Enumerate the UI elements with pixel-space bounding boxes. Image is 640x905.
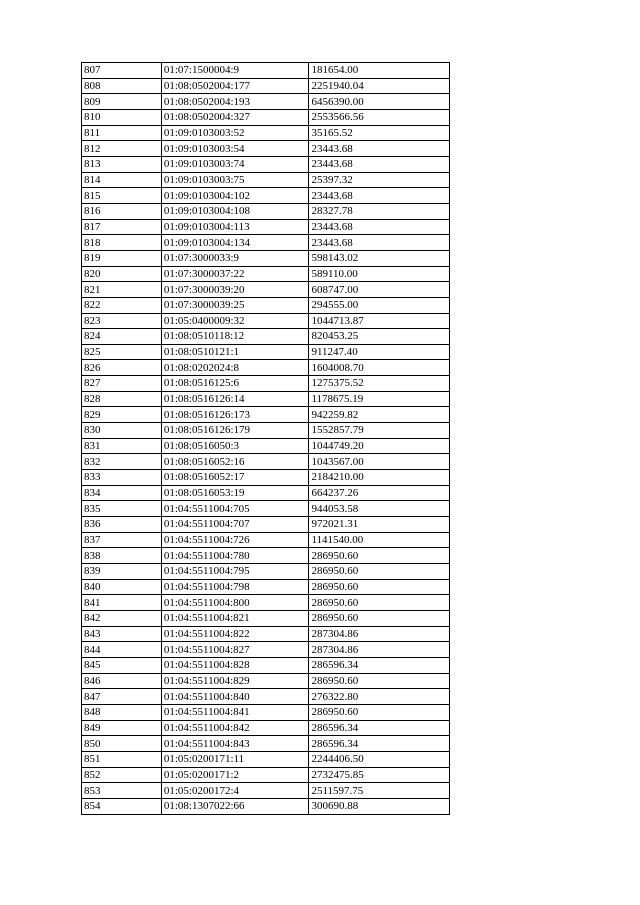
cadastral-number-cell: 01:08:0516050:3 <box>161 438 309 454</box>
cadastral-number-cell: 01:08:0516126:14 <box>161 391 309 407</box>
value-cell: 25397.32 <box>309 172 450 188</box>
table-row <box>82 344 450 360</box>
value-cell: 286596.34 <box>309 736 450 752</box>
value-cell: 23443.68 <box>309 141 450 157</box>
cadastral-number-cell: 01:07:3000033:9 <box>161 250 309 266</box>
row-number-cell: 836 <box>82 517 162 533</box>
cadastral-number-cell: 01:07:3000037:22 <box>161 266 309 282</box>
table-row <box>82 376 450 392</box>
cadastral-number-cell: 01:04:5511004:800 <box>161 595 309 611</box>
value-cell: 972021.31 <box>309 517 450 533</box>
cadastral-number-cell: 01:08:0502004:327 <box>161 109 309 125</box>
table-row <box>82 642 450 658</box>
value-cell: 286950.60 <box>309 579 450 595</box>
cadastral-number-cell: 01:08:0510121:1 <box>161 344 309 360</box>
row-number-cell: 814 <box>82 172 162 188</box>
value-cell: 35165.52 <box>309 125 450 141</box>
row-number-cell: 848 <box>82 704 162 720</box>
cadastral-number-cell: 01:08:0502004:193 <box>161 94 309 110</box>
value-cell: 942259.82 <box>309 407 450 423</box>
cadastral-number-cell: 01:09:0103004:102 <box>161 188 309 204</box>
value-cell: 1552857.79 <box>309 423 450 439</box>
value-cell: 300690.88 <box>309 798 450 814</box>
table-row <box>82 172 450 188</box>
cadastral-number-cell: 01:04:5511004:827 <box>161 642 309 658</box>
value-cell: 1178675.19 <box>309 391 450 407</box>
row-number-cell: 818 <box>82 235 162 251</box>
table-row <box>82 329 450 345</box>
table-row <box>82 407 450 423</box>
row-number-cell: 847 <box>82 689 162 705</box>
cadastral-number-cell: 01:07:3000039:25 <box>161 297 309 313</box>
table-row <box>82 391 450 407</box>
cadastral-number-cell: 01:08:0516126:173 <box>161 407 309 423</box>
value-cell: 286950.60 <box>309 673 450 689</box>
cadastral-number-cell: 01:04:5511004:822 <box>161 626 309 642</box>
row-number-cell: 841 <box>82 595 162 611</box>
value-cell: 286596.34 <box>309 657 450 673</box>
cadastral-number-cell: 01:04:5511004:795 <box>161 564 309 580</box>
value-cell: 664237.26 <box>309 485 450 501</box>
table-row <box>82 156 450 172</box>
cadastral-number-cell: 01:04:5511004:828 <box>161 657 309 673</box>
row-number-cell: 837 <box>82 532 162 548</box>
value-cell: 287304.86 <box>309 642 450 658</box>
row-number-cell: 851 <box>82 751 162 767</box>
value-cell: 287304.86 <box>309 626 450 642</box>
table-row <box>82 125 450 141</box>
table-row <box>82 532 450 548</box>
row-number-cell: 815 <box>82 188 162 204</box>
table-row <box>82 564 450 580</box>
cadastral-number-cell: 01:05:0200171:11 <box>161 751 309 767</box>
row-number-cell: 822 <box>82 297 162 313</box>
value-cell: 23443.68 <box>309 156 450 172</box>
cadastral-number-cell: 01:08:0516126:179 <box>161 423 309 439</box>
table-row <box>82 313 450 329</box>
value-cell: 2511597.75 <box>309 783 450 799</box>
row-number-cell: 835 <box>82 501 162 517</box>
value-cell: 286950.60 <box>309 610 450 626</box>
cadastral-number-cell: 01:04:5511004:798 <box>161 579 309 595</box>
cadastral-number-cell: 01:08:0502004:177 <box>161 78 309 94</box>
value-cell: 286950.60 <box>309 595 450 611</box>
table-row <box>82 595 450 611</box>
cadastral-number-cell: 01:09:0103004:113 <box>161 219 309 235</box>
table-row <box>82 720 450 736</box>
cadastral-number-cell: 01:04:5511004:821 <box>161 610 309 626</box>
value-cell: 276322.80 <box>309 689 450 705</box>
table-row <box>82 78 450 94</box>
value-cell: 2553566.56 <box>309 109 450 125</box>
table-row <box>82 704 450 720</box>
cadastral-number-cell: 01:07:3000039:20 <box>161 282 309 298</box>
table-row <box>82 736 450 752</box>
row-number-cell: 854 <box>82 798 162 814</box>
table-row <box>82 250 450 266</box>
value-cell: 23443.68 <box>309 219 450 235</box>
row-number-cell: 807 <box>82 63 162 79</box>
table-row <box>82 485 450 501</box>
row-number-cell: 808 <box>82 78 162 94</box>
row-number-cell: 819 <box>82 250 162 266</box>
table-row <box>82 297 450 313</box>
row-number-cell: 849 <box>82 720 162 736</box>
row-number-cell: 810 <box>82 109 162 125</box>
row-number-cell: 845 <box>82 657 162 673</box>
cadastral-number-cell: 01:09:0103003:74 <box>161 156 309 172</box>
cadastral-number-cell: 01:04:5511004:780 <box>161 548 309 564</box>
value-cell: 1604008.70 <box>309 360 450 376</box>
row-number-cell: 831 <box>82 438 162 454</box>
value-cell: 181654.00 <box>309 63 450 79</box>
table-row <box>82 282 450 298</box>
value-cell: 598143.02 <box>309 250 450 266</box>
cadastral-number-cell: 01:04:5511004:707 <box>161 517 309 533</box>
cadastral-number-cell: 01:05:0200171:2 <box>161 767 309 783</box>
table-row <box>82 235 450 251</box>
row-number-cell: 821 <box>82 282 162 298</box>
cadastral-number-cell: 01:05:0400009:32 <box>161 313 309 329</box>
table-row <box>82 470 450 486</box>
value-cell: 1275375.52 <box>309 376 450 392</box>
row-number-cell: 833 <box>82 470 162 486</box>
row-number-cell: 816 <box>82 203 162 219</box>
cadastral-number-cell: 01:09:0103003:75 <box>161 172 309 188</box>
cadastral-number-cell: 01:08:0510118:12 <box>161 329 309 345</box>
table-row <box>82 767 450 783</box>
table-row <box>82 501 450 517</box>
row-number-cell: 853 <box>82 783 162 799</box>
value-cell: 286950.60 <box>309 564 450 580</box>
table-body <box>82 63 450 815</box>
value-cell: 2251940.04 <box>309 78 450 94</box>
row-number-cell: 834 <box>82 485 162 501</box>
value-cell: 1044749.20 <box>309 438 450 454</box>
row-number-cell: 824 <box>82 329 162 345</box>
cadastral-number-cell: 01:04:5511004:842 <box>161 720 309 736</box>
table-row <box>82 423 450 439</box>
row-number-cell: 817 <box>82 219 162 235</box>
value-cell: 2732475.85 <box>309 767 450 783</box>
cadastral-number-cell: 01:09:0103003:52 <box>161 125 309 141</box>
value-cell: 28327.78 <box>309 203 450 219</box>
cadastral-number-cell: 01:08:0516053:19 <box>161 485 309 501</box>
row-number-cell: 820 <box>82 266 162 282</box>
value-cell: 286950.60 <box>309 704 450 720</box>
row-number-cell: 844 <box>82 642 162 658</box>
cadastral-number-cell: 01:08:1307022:66 <box>161 798 309 814</box>
row-number-cell: 809 <box>82 94 162 110</box>
value-cell: 23443.68 <box>309 235 450 251</box>
value-cell: 944053.58 <box>309 501 450 517</box>
value-cell: 1043567.00 <box>309 454 450 470</box>
row-number-cell: 825 <box>82 344 162 360</box>
table-row <box>82 751 450 767</box>
table-row <box>82 94 450 110</box>
table-row <box>82 579 450 595</box>
row-number-cell: 852 <box>82 767 162 783</box>
value-cell: 2184210.00 <box>309 470 450 486</box>
cadastral-number-cell: 01:09:0103004:134 <box>161 235 309 251</box>
row-number-cell: 843 <box>82 626 162 642</box>
table-row <box>82 203 450 219</box>
cadastral-number-cell: 01:04:5511004:726 <box>161 532 309 548</box>
table-row <box>82 548 450 564</box>
row-number-cell: 850 <box>82 736 162 752</box>
row-number-cell: 832 <box>82 454 162 470</box>
cadastral-number-cell: 01:04:5511004:829 <box>161 673 309 689</box>
value-cell: 1141540.00 <box>309 532 450 548</box>
value-cell: 6456390.00 <box>309 94 450 110</box>
cadastral-number-cell: 01:09:0103003:54 <box>161 141 309 157</box>
row-number-cell: 830 <box>82 423 162 439</box>
value-cell: 911247.40 <box>309 344 450 360</box>
row-number-cell: 826 <box>82 360 162 376</box>
value-cell: 820453.25 <box>309 329 450 345</box>
table-row <box>82 673 450 689</box>
table-row <box>82 626 450 642</box>
table-row <box>82 219 450 235</box>
row-number-cell: 838 <box>82 548 162 564</box>
value-cell: 294555.00 <box>309 297 450 313</box>
row-number-cell: 842 <box>82 610 162 626</box>
row-number-cell: 840 <box>82 579 162 595</box>
cadastral-number-cell: 01:08:0516052:17 <box>161 470 309 486</box>
cadastral-number-cell: 01:04:5511004:843 <box>161 736 309 752</box>
value-cell: 23443.68 <box>309 188 450 204</box>
value-cell: 1044713.87 <box>309 313 450 329</box>
table-row <box>82 454 450 470</box>
cadastral-number-cell: 01:04:5511004:841 <box>161 704 309 720</box>
value-cell: 2244406.50 <box>309 751 450 767</box>
row-number-cell: 812 <box>82 141 162 157</box>
data-table <box>81 62 450 815</box>
row-number-cell: 811 <box>82 125 162 141</box>
table-row <box>82 438 450 454</box>
table-row <box>82 360 450 376</box>
row-number-cell: 823 <box>82 313 162 329</box>
table-row <box>82 188 450 204</box>
cadastral-number-cell: 01:07:1500004:9 <box>161 63 309 79</box>
table-row <box>82 63 450 79</box>
row-number-cell: 813 <box>82 156 162 172</box>
row-number-cell: 827 <box>82 376 162 392</box>
value-cell: 286596.34 <box>309 720 450 736</box>
row-number-cell: 828 <box>82 391 162 407</box>
cadastral-number-cell: 01:05:0200172:4 <box>161 783 309 799</box>
table-row <box>82 141 450 157</box>
row-number-cell: 839 <box>82 564 162 580</box>
table-row <box>82 783 450 799</box>
table-row <box>82 657 450 673</box>
cadastral-number-cell: 01:09:0103004:108 <box>161 203 309 219</box>
cadastral-number-cell: 01:08:0202024:8 <box>161 360 309 376</box>
table-row <box>82 798 450 814</box>
cadastral-number-cell: 01:04:5511004:840 <box>161 689 309 705</box>
table-row <box>82 109 450 125</box>
cadastral-number-cell: 01:08:0516052:16 <box>161 454 309 470</box>
value-cell: 589110.00 <box>309 266 450 282</box>
cadastral-number-cell: 01:04:5511004:705 <box>161 501 309 517</box>
row-number-cell: 846 <box>82 673 162 689</box>
value-cell: 608747.00 <box>309 282 450 298</box>
table-row <box>82 266 450 282</box>
table-row <box>82 517 450 533</box>
row-number-cell: 829 <box>82 407 162 423</box>
table-row <box>82 610 450 626</box>
value-cell: 286950.60 <box>309 548 450 564</box>
cadastral-number-cell: 01:08:0516125:6 <box>161 376 309 392</box>
table-row <box>82 689 450 705</box>
